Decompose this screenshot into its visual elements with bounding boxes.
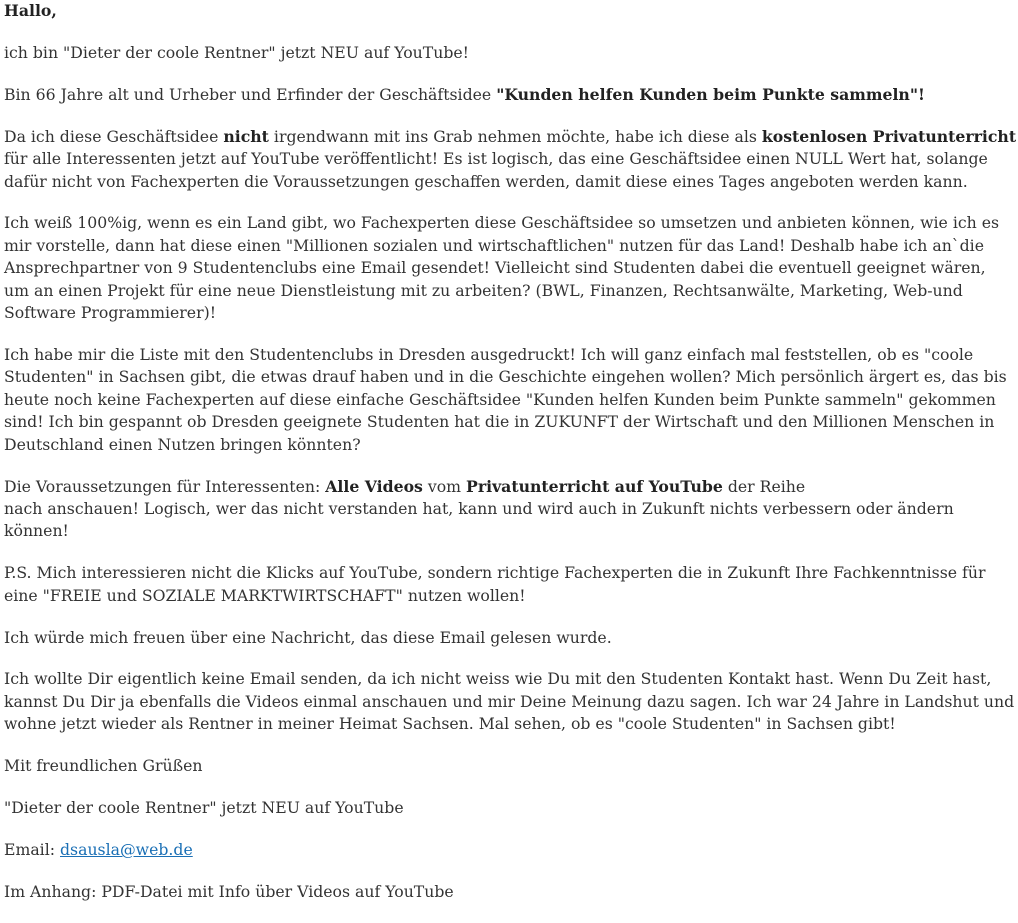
paragraph-requirements: Die Voraussetzungen für Interessenten: Alle Videos vom Privatunterricht auf YouTube der Reihe nach anschauen! Logisch, wer das nicht verstanden hat, kann und wird auch in Zukunft nichts verbessern oder ändern können! (4, 476, 954, 541)
paragraph-intro: ich bin "Dieter der coole Rentner" jetzt NEU auf YouTube! (4, 42, 469, 62)
paragraph-ps: P.S. Mich interessieren nicht die Klicks auf YouTube, sondern richtige Fachexperten die in Zukunft Ihre Fachkenntnisse für eine "FREIE und SOZIALE MARKTWIRTSCHAFT" nutzen wollen! (4, 563, 986, 605)
paragraph-personal: Ich wollte Dir eigentlich keine Email senden, da ich nicht weiss wie Du mit den Studenten Kontakt hast. Wenn Du Zeit hast, kannst Du Dir ja ebenfalls die Videos einmal anschauen und mir Deine Meinung dazu sagen. Ich war 24 Jahre in Landshut und wohne jetzt wieder als Rentner in meiner Heimat Sachsen. Mal sehen, ob es "coole Studenten" in Sachsen gibt! (4, 669, 1015, 734)
paragraph-age: Bin 66 Jahre alt und Urheber und Erfinder der Geschäftsidee "Kunden helfen Kunden beim Punkte sammeln"! (4, 84, 925, 104)
signature: "Dieter der coole Rentner" jetzt NEU auf YouTube (4, 798, 404, 818)
closing: Mit freundlichen Grüßen (4, 756, 203, 776)
paragraph-request: Ich würde mich freuen über eine Nachricht, das diese Email gelesen wurde. (4, 627, 612, 647)
attachment-note: Im Anhang: PDF-Datei mit Info über Videos auf YouTube (4, 881, 454, 901)
email-line: Email: dsausla@web.de (4, 839, 193, 859)
email-link[interactable]: dsausla@web.de (60, 839, 193, 859)
paragraph-student-clubs: Ich habe mir die Liste mit den Studentenclubs in Dresden ausgedruckt! Ich will ganz einfach mal feststellen, ob es "coole Studenten" in Sachsen gibt, die etwas drauf haben und in die Geschichte eingehen wollen? Mich persönlich ärgert es, das bis heute noch keine Fachexperten auf diese einfache Geschäftsidee "Kunden helfen Kunden beim Punkte sammeln" gekommen sind! Ich bin gespannt ob Dresden geeignete Studenten hat die in ZUKUNFT der Wirtschaft und den Millionen Menschen in Deutschland einen Nutzen bringen könnten? (4, 344, 1007, 454)
paragraph-country: Ich weiß 100%ig, wenn es ein Land gibt, wo Fachexperten diese Geschäftsidee so umsetzen und anbieten können, wie ich es mir vorstelle, dann hat diese einen "Millionen sozialen und wirtschaftlichen" nutzen für das Land! Deshalb habe ich an`die Ansprechpartner von 9 Studentenclubs eine Email gesendet! Vielleicht sind Studenten dabei die eventuell geeignet wären, um an einen Projekt für eine neue Dienstleistung mit zu arbeiten? (BWL, Finanzen, Rechtsanwälte, Marketing, Web-und Software Programmierer)! (4, 213, 1000, 323)
paragraph-business-idea: Da ich diese Geschäftsidee nicht irgendwann mit ins Grab nehmen möchte, habe ich diese als kostenlosen Privatunterricht für alle Interessenten jetzt auf YouTube veröffentlicht! Es ist logisch, das eine Geschäftsidee einen NULL Wert hat, solange dafür nicht von Fachexperten die Voraussetzungen geschaffen werden, damit diese eines Tages angeboten werden kann. (4, 126, 1017, 191)
greeting: Hallo, (4, 1, 57, 20)
email-body (4, 0, 1018, 923)
